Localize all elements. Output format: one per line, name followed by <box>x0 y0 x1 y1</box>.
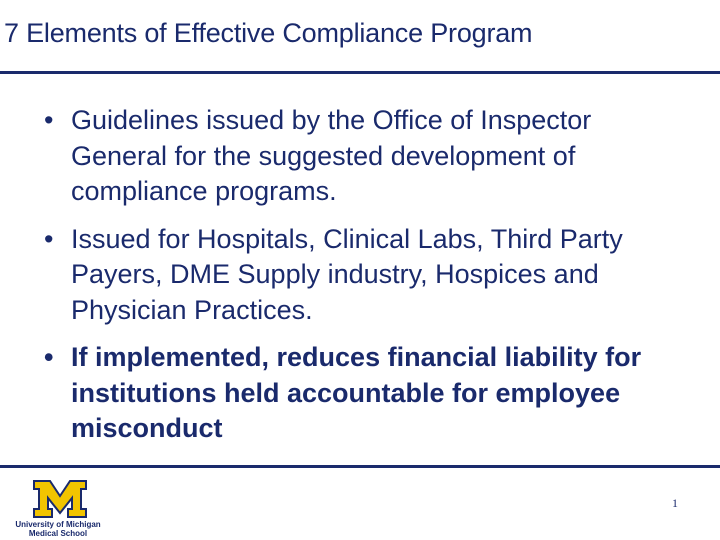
logo-school-text: Medical School <box>28 529 88 538</box>
bullet-text: If implemented, reduces financial liability for institutions held accountable for employee misconduct <box>71 342 642 443</box>
bullet-item <box>44 340 694 447</box>
bullet-marker: • <box>44 105 54 135</box>
bullet-text: Issued for Hospitals, Clinical Labs, Third Party Payers, DME Supply industry, Hospices and Physician Practices. <box>71 223 623 325</box>
footer-divider <box>0 465 720 468</box>
title-divider <box>0 71 720 74</box>
bullet-marker: • <box>44 342 54 372</box>
bullet-item <box>44 103 694 210</box>
logo-university-text: University of Michigan <box>15 520 101 529</box>
university-logo <box>8 479 108 537</box>
bullet-text: Guidelines issued by the Office of Inspector General for the suggested development of compliance programs. <box>71 105 592 206</box>
bullet-list <box>44 103 694 459</box>
block-m-logo-icon <box>32 479 88 519</box>
bullet-marker: • <box>44 223 54 254</box>
page-number: 1 <box>672 496 678 510</box>
slide-title: 7 Elements of Effective Compliance Program <box>4 18 533 48</box>
bullet-item <box>44 222 694 329</box>
